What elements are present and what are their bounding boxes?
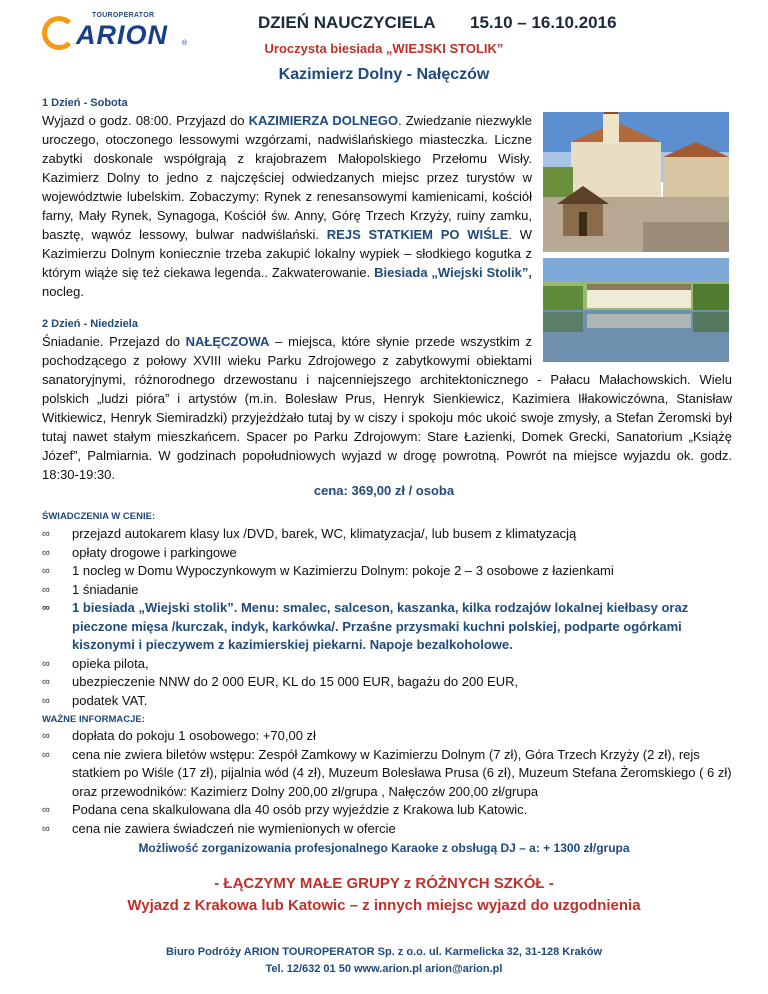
day2-text-body	[42, 332, 732, 484]
day1-text	[42, 111, 532, 301]
day2-destination: NAŁĘCZOWA	[185, 334, 270, 349]
day1-feast: Biesiada „Wiejski Stolik”,	[374, 265, 532, 280]
departure-note: Wyjazd z Krakowa lub Katowic – z innych miejsc wyjazd do uzgodnienia	[127, 897, 641, 914]
page-subtitle: Uroczysta biesiada „WIEJSKI STOLIK”	[264, 41, 504, 56]
list-item	[42, 544, 732, 563]
list-item-feast	[42, 599, 732, 655]
day1-text-part: Wyjazd o godz. 08:00. Przyjazd do	[42, 113, 249, 128]
list-item	[42, 562, 732, 581]
services-list	[42, 525, 732, 710]
infinity-bullet-icon: ∞	[42, 730, 50, 742]
list-item-text: opłaty drogowe i parkingowe	[72, 544, 237, 560]
list-item-text: przejazd autokarem klasy lux /DVD, barek, WC, klimatyzacja/, lub busem z klimatyzacją	[72, 526, 577, 541]
day1-text-part: nocleg.	[42, 284, 84, 299]
page-title: DZIEŃ NAUCZYCIELA	[258, 13, 436, 32]
list-item	[42, 801, 732, 820]
list-item-text: cena nie zawiera świadczeń nie wymienionych w ofercie	[72, 820, 396, 836]
infinity-bullet-icon: ∞	[42, 676, 50, 688]
info-heading: WAŻNE INFORMACJE:	[42, 714, 145, 725]
list-item	[42, 746, 732, 802]
list-item-text: cena nie zwiera biletów wstępu: Zespół Zamkowy w Kazimierzu Dolnym (7 zł), Góra Trzech Krzyży (2 zł), rejs statkiem po Wiśle (17 zł), pijalnia wód (4 zł), Muzeum Bolesława Prusa (6 zł), Muzeum Stefana Żeromskiego ( 6 zł) oraz przewodników: Kazimierz Dolny 200,00 zł/grupa , Nałęczów 200,00 zł/grupa	[72, 746, 732, 799]
footer-address: Biuro Podróży ARION TOUROPERATOR Sp. z o.o. ul. Karmelicka 32, 31-128 Kraków	[165, 946, 603, 958]
list-item-text: podatek VAT.	[72, 692, 148, 708]
day1-text-part: . Zwiedzanie niezwykle uroczego, otoczonego lessowymi wzgórzami, nadwiślańskiego miasteczka. Liczne zabytki doskonale współgrają z krajobrazem Małopolskiego Przełomu Wisły. Kazimierz Dolny to jedno z najczęściej odwiedzanych miejsc przez turystów w województwie lubelskim. Zobaczymy: Rynek z renesansowymi kamienicami, kościół farny, Mały Rynek, Synagoga, Kościół św. Anny, Górę Trzech Krzyży, ruiny zamku, basztę, wąwóz lessowy, bulwar nadwiślański.	[42, 113, 532, 242]
logo-registered: ®	[182, 40, 188, 47]
list-item	[42, 655, 732, 674]
day1-text-part: . W Kazimierzu Dolnym koniecznie trzeba zakupić lokalny wypiek – słodkiego kogutka z którym wiąże się też ciekawa legenda.. Zakwaterowanie.	[42, 227, 532, 280]
logo-touroperator: TOUROPERATOR	[92, 12, 155, 19]
infinity-bullet-icon: ∞	[42, 804, 50, 816]
infinity-bullet-icon: ∞	[42, 748, 50, 761]
list-item-text: 1 śniadanie	[72, 581, 139, 597]
join-groups-banner: - ŁĄCZYMY MAŁE GRUPY z RÓŻNYCH SZKÓŁ -	[214, 875, 554, 892]
day2-heading: 2 Dzień - Niedziela	[42, 318, 138, 330]
logo-name: ARION	[76, 20, 168, 50]
infinity-bullet-icon: ∞	[42, 694, 50, 707]
trip-dates: 15.10 – 16.10.2016	[470, 13, 617, 32]
footer-contact: Tel. 12/632 01 50 www.arion.pl arion@arion.pl	[265, 963, 503, 975]
info-list	[42, 727, 732, 838]
list-item	[42, 673, 732, 692]
list-item-text: 1 biesiada „Wiejski stolik”. Menu: smalec, salceson, kaszanka, kilka rodzajów lokalnej kiełbasy oraz pieczone mięsa /kurczak, indyk, karkówka/. Przaśne przysmaki kuchni polskiej, podparte ogórkami kiszonymi i pieczywem z kazimierskiej piekarni. Napoje bezalkoholowe.	[72, 600, 689, 652]
list-item-text: Podana cena skalkulowana dla 40 osób przy wyjeździe z Krakowa lub Katowic.	[72, 802, 528, 817]
list-item	[42, 581, 732, 600]
infinity-bullet-icon: ∞	[42, 657, 50, 670]
day2-text-part: Śniadanie. Przejazd do	[42, 334, 186, 349]
list-item	[42, 692, 732, 711]
list-item	[42, 820, 732, 839]
list-item-text: 1 nocleg w Domu Wypoczynkowym w Kazimierzu Dolnym: pokoje 2 – 3 osobowe z łazienkami	[72, 563, 614, 578]
day2-text-part: – miejsca, które słynie przede wszystkim z pochodzącego z połowy XVIII wieku Parku Zdrojowego z zabytkowymi obiektami sanatoryjnymi, różnorodnego drzewostanu i najcenniejszego architektonicznego - Pałacu Małachowskich. Wielu polskich „ludzi pióra” i artystów (m.in. Bolesław Prus, Henryk Sienkiewicz, Kazimiera Iłłakowiczówna, Stanisław Witkiewicz, Henryk Siemiradzki) przyjeżdżało tutaj by w ciszy i spokoju móc ukoić swoje zmysły, a Stefan Żeromski był tutaj nawet stałym mieszkańcem. Spacer po Parku Zdrojowym: Stare Łazienki, Domek Grecki, Sanatorium „Książę Józef”, Palmiarnia. W godzinach popołudniowych wyjazd w drogę powrotną. Powrót na miejsce wyjazdu ok. godz. 18:30-19:30.	[42, 334, 732, 482]
list-item-text: opieka pilota,	[72, 655, 149, 671]
list-item-text: ubezpieczenie NNW do 2 000 EUR, KL do 15 000 EUR, bagażu do 200 EUR,	[72, 674, 519, 689]
karaoke-offer: Możliwość zorganizowania profesjonalnego Karaoke z obsługą DJ – a: + 1300 zł/grupa	[138, 841, 630, 855]
infinity-bullet-icon: ∞	[42, 528, 50, 540]
list-item-text: dopłata do pokoju 1 osobowego: +70,00 zł	[72, 728, 316, 743]
day1-heading: 1 Dzień - Sobota	[42, 97, 128, 109]
infinity-bullet-icon: ∞	[42, 583, 50, 596]
infinity-bullet-icon: ∞	[42, 565, 50, 577]
infinity-bullet-icon: ∞	[42, 822, 50, 835]
day1-cruise: REJS STATKIEM PO WIŚLE	[326, 227, 509, 242]
services-heading: ŚWIADCZENIA W CENIE:	[42, 511, 156, 522]
route-title: Kazimierz Dolny - Nałęczów	[278, 66, 490, 83]
photo-kazimierz-square	[543, 112, 729, 252]
day1-destination: KAZIMIERZA DOLNEGO	[248, 113, 399, 128]
infinity-bullet-icon: ∞	[42, 546, 50, 559]
list-item	[42, 525, 732, 544]
list-item	[42, 727, 732, 746]
photo-float-spacer	[532, 332, 732, 370]
infinity-bullet-icon: ∞	[42, 602, 50, 614]
price: cena: 369,00 zł / osoba	[313, 483, 455, 498]
